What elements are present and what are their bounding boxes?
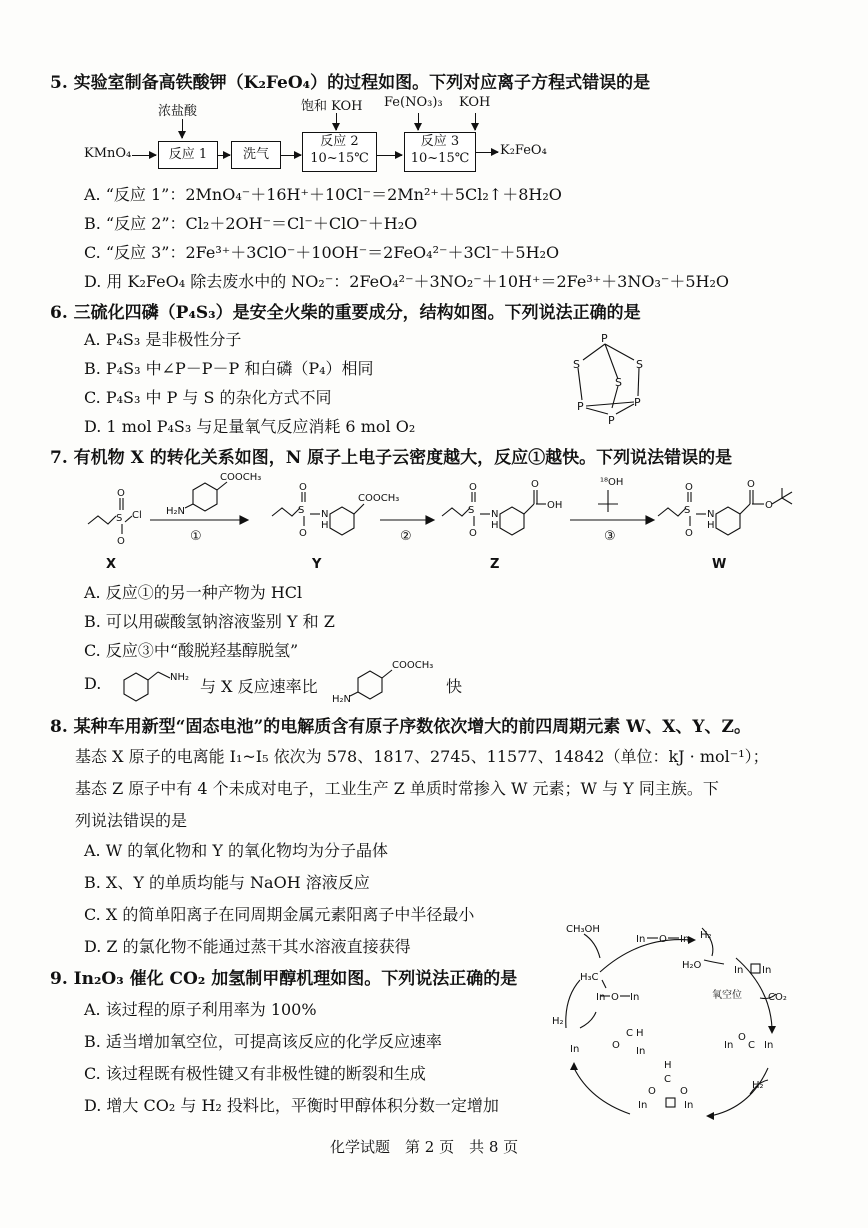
in-atom: In	[596, 992, 606, 1003]
atom-o: O	[299, 528, 307, 539]
o-atom: O	[611, 992, 619, 1003]
flow-reagent-1: 浓盐酸	[158, 104, 198, 119]
label-y: Y	[312, 557, 322, 572]
q8-stem-line-1: 8. 某种车用新型“固态电池”的电解质含有原子序数依次增大的前四周期元素 W、X、Y、Z。	[50, 717, 751, 737]
atom-p: P	[608, 414, 615, 427]
reagent-ester: COOCH₃	[220, 472, 262, 483]
in-atom: In	[636, 1046, 646, 1057]
co2-label: CO₂	[768, 992, 787, 1003]
atom-s: S	[615, 376, 622, 389]
atom-s: S	[468, 505, 475, 516]
o-atom: O	[680, 1086, 688, 1097]
step-1: ①	[190, 529, 202, 544]
flow-reagent-3b: KOH	[459, 95, 491, 110]
flow-end: K₂FeO₄	[500, 143, 547, 158]
flow-arrow-down	[475, 113, 476, 130]
page-footer: 化学试题 第 2 页 共 8 页	[330, 1138, 519, 1156]
in-atom: In	[680, 934, 690, 945]
q6-option-a: A. P₄S₃ 是非极性分子	[84, 330, 242, 349]
q7-option-d-end: 快	[446, 677, 463, 696]
atom-cl: Cl	[132, 510, 142, 521]
atom-h: H	[321, 520, 329, 531]
q5-option-a: A. “反应 1”：2MnO₄⁻＋16H⁺＋10Cl⁻＝2Mn²⁺＋5Cl₂↑＋8H₂O	[84, 185, 562, 204]
atom-s: S	[636, 358, 643, 371]
flow-box-reaction-2	[302, 132, 377, 172]
q7-option-a: A. 反应①的另一种产物为 HCl	[84, 583, 303, 602]
h2-label: H₂	[752, 1080, 764, 1091]
q8-stem-line-2: 基态 X 原子的电离能 I₁~I₅ 依次为 578、1817、2745、11577、14842（单位：kJ · mol⁻¹）；	[75, 747, 769, 766]
flow-arrow	[218, 155, 230, 156]
q5-option-d: D. 用 K₂FeO₄ 除去废水中的 NO₂⁻：2FeO₄²⁻＋3NO₂⁻＋10H⁺＝2Fe³⁺＋3NO₃⁻＋5H₂O	[84, 272, 729, 291]
atom-s: S	[116, 513, 123, 524]
flow-box-reaction-3	[404, 132, 476, 172]
q8-option-a: A. W 的氧化物和 Y 的氧化物均为分子晶体	[84, 841, 388, 860]
q7-option-b: B. 可以用碳酸氢钠溶液鉴别 Y 和 Z	[84, 612, 335, 631]
h2-label: H₂	[700, 930, 712, 941]
q7-option-d-text: 与 X 反应速率比	[200, 677, 318, 696]
q8-stem-line-3: 基态 Z 原子中有 4 个未成对电子，工业生产 Z 单质时常掺入 W 元素；W 与 Y 同主族。下	[75, 779, 719, 798]
atom-o: O	[685, 528, 693, 539]
q6-option-d: D. 1 mol P₄S₃ 与足量氧气反应消耗 6 mol O₂	[84, 417, 416, 436]
q9-stem: 9. In₂O₃ 催化 CO₂ 加氢制甲醇机理如图。下列说法正确的是	[50, 969, 518, 989]
atom-o: O	[531, 479, 539, 490]
p4s3-structure	[550, 326, 680, 430]
in-atom: In	[724, 1040, 734, 1051]
o-atom: O	[612, 1040, 620, 1051]
flow-arrow	[476, 152, 498, 153]
atom-o: O	[747, 479, 755, 490]
q9-option-b: B. 适当增加氧空位，可提高该反应的化学反应速率	[84, 1032, 442, 1051]
atom-h: H	[707, 520, 715, 531]
in-atom: In	[764, 1040, 774, 1051]
atom-o: O	[117, 536, 125, 547]
q9-mechanism-cycle	[540, 918, 800, 1128]
q6-option-c: C. P₄S₃ 中 P 与 S 的杂化方式不同	[84, 388, 332, 407]
water-label: H₂O	[682, 960, 702, 971]
atom-o: O	[765, 500, 773, 511]
atom-s: S	[573, 358, 580, 371]
atom-n: N	[491, 509, 499, 520]
label-w: W	[712, 557, 727, 572]
atom-h: H	[491, 520, 499, 531]
atom-o: O	[469, 528, 477, 539]
flow-arrow-down	[182, 119, 183, 138]
c-atom: C	[664, 1074, 671, 1085]
h2-label: H₂	[552, 1016, 564, 1027]
q6-option-b: B. P₄S₃ 中∠P－P－P 和白磷（P₄）相同	[84, 359, 374, 378]
q5-option-b: B. “反应 2”：Cl₂＋2OH⁻＝Cl⁻＋ClO⁻＋H₂O	[84, 214, 418, 233]
atom-n: N	[707, 509, 715, 520]
flow-reagent-3a: Fe(NO₃)₃	[384, 95, 443, 110]
flow-arrow	[281, 155, 301, 156]
h-atom: H	[664, 1060, 672, 1071]
h2n-group: H₂N	[332, 694, 352, 704]
q5-stem: 5. 实验室制备高铁酸钾（K₂FeO₄）的过程如图。下列对应离子方程式错误的是	[50, 73, 651, 93]
atom-s: S	[684, 505, 691, 516]
flow-reagent-2: 饱和 KOH	[301, 99, 363, 114]
methanol-label: CH₃OH	[566, 924, 600, 935]
atom-o: O	[469, 482, 477, 493]
in-atom: In	[630, 992, 640, 1003]
atom-p: P	[634, 396, 641, 409]
o-atom: O	[738, 1032, 746, 1043]
flow-box-reaction-2-line2: 10~15℃	[310, 151, 369, 166]
methyl-aminobenzoate-structure	[330, 656, 440, 704]
h3c-label: H₃C	[580, 972, 599, 983]
c-atom: C	[748, 1040, 755, 1051]
step-3: ③	[604, 529, 616, 544]
label-x: X	[106, 557, 117, 572]
flow-arrow-down	[336, 113, 337, 130]
o-atom: O	[659, 934, 667, 945]
atom-o: O	[299, 482, 307, 493]
oxygen-vacancy-label: 氧空位	[712, 990, 742, 1001]
in-atom: In	[684, 1100, 694, 1111]
flow-box-reaction-2-line1: 反应 2	[320, 134, 359, 149]
flow-box-reaction-1: 反应 1	[158, 141, 218, 169]
atom-p: P	[601, 332, 608, 345]
label-z: Z	[490, 557, 500, 572]
h-atom: H	[636, 1028, 644, 1039]
in-atom: In	[636, 934, 646, 945]
flow-start: KMnO₄	[84, 146, 132, 161]
in-atom: In	[570, 1044, 580, 1055]
flow-arrow	[377, 155, 402, 156]
atom-o: O	[117, 488, 125, 499]
atom-s: S	[298, 505, 305, 516]
in-atom: In	[638, 1100, 648, 1111]
in-atom: In	[762, 965, 772, 976]
reagent-amine: H₂N	[166, 506, 186, 517]
nh2-group: NH₂	[170, 672, 190, 683]
o-atom: O	[648, 1086, 656, 1097]
reagent-alcohol: ¹⁸OH	[600, 477, 624, 488]
step-2: ②	[400, 529, 412, 544]
hydroxyl: OH	[547, 500, 563, 511]
ester-group: COOCH₃	[392, 660, 434, 671]
q7-option-c: C. 反应③中“酸脱羟基醇脱氢”	[84, 641, 299, 660]
q8-option-c: C. X 的简单阳离子在同周期金属元素阳离子中半径最小	[84, 905, 475, 924]
atom-p: P	[577, 400, 584, 413]
q8-option-d: D. Z 的氯化物不能通过蒸干其水溶液直接获得	[84, 937, 411, 956]
q9-option-d: D. 增大 CO₂ 与 H₂ 投料比，平衡时甲醇体积分数一定增加	[84, 1096, 499, 1115]
benzylamine-structure	[112, 658, 202, 702]
in-atom: In	[734, 965, 744, 976]
atom-n: N	[321, 509, 329, 520]
flow-arrow	[132, 155, 156, 156]
atom-o: O	[685, 482, 693, 493]
q7-stem: 7. 有机物 X 的转化关系如图，N 原子上电子云密度越大，反应①越快。下列说法错误的是	[50, 448, 733, 468]
flow-box-wash: 洗气	[231, 141, 281, 169]
q8-option-b: B. X、Y 的单质均能与 NaOH 溶液反应	[84, 873, 370, 892]
flow-arrow-down	[418, 113, 419, 130]
flow-box-reaction-3-line2: 10~15℃	[410, 151, 470, 166]
ester-group: COOCH₃	[358, 493, 400, 504]
q8-stem-line-4: 列说法错误的是	[75, 811, 188, 830]
q9-option-c: C. 该过程既有极性键又有非极性键的断裂和生成	[84, 1064, 426, 1083]
flow-box-reaction-3-line1: 反应 3	[420, 134, 460, 149]
c-atom: C	[626, 1028, 633, 1039]
q6-stem: 6. 三硫化四磷（P₄S₃）是安全火柴的重要成分，结构如图。下列说法正确的是	[50, 303, 641, 323]
q7-reaction-scheme	[80, 468, 800, 576]
q5-option-c: C. “反应 3”：2Fe³⁺＋3ClO⁻＋10OH⁻＝2FeO₄²⁻＋3Cl⁻＋5H₂O	[84, 243, 560, 262]
q7-option-d-prefix: D.	[84, 674, 102, 693]
q9-option-a: A. 该过程的原子利用率为 100%	[84, 1000, 317, 1019]
